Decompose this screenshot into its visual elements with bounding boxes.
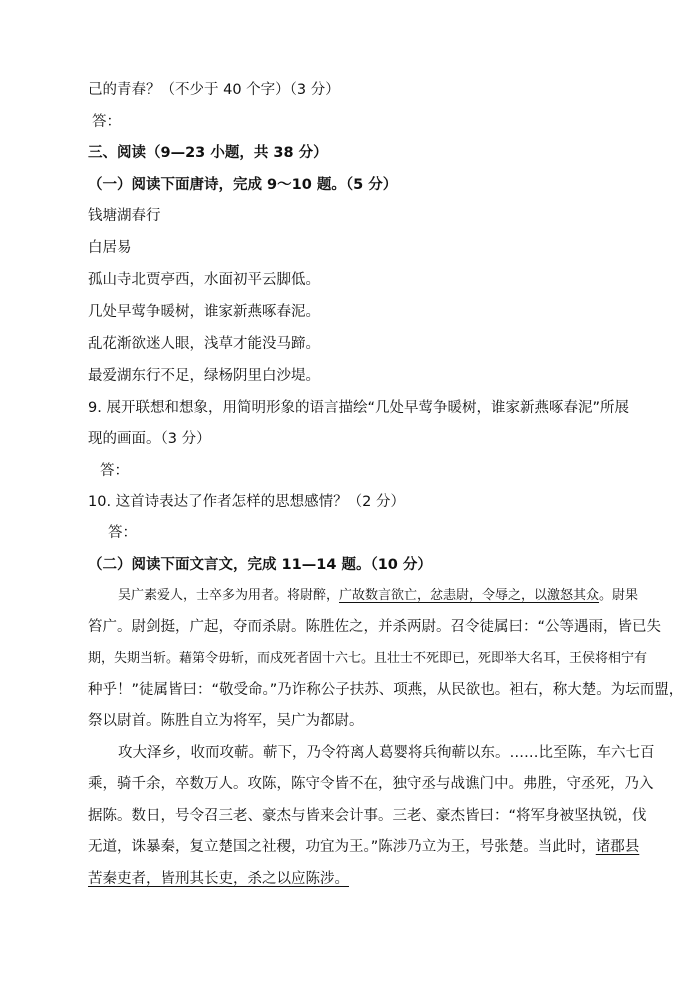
passage-line — [118, 586, 638, 606]
passage-text: 吴广素爱人，士卒多为用者。将尉醉， — [118, 588, 340, 603]
passage-line — [88, 837, 639, 857]
poem-author: 白居易 — [88, 240, 132, 256]
poem-line: 最爱湖东行不足，绿杨阴里白沙堤。 — [88, 368, 320, 384]
question-8-tail: 己的青春？（不少于 40 个字）（3 分） — [88, 82, 340, 98]
answer-label: 答： — [92, 114, 121, 130]
poem-line: 几处早莺争暖树，谁家新燕啄春泥。 — [88, 304, 320, 320]
passage-line: 祭以尉首。陈胜自立为将军，吴广为都尉。 — [88, 713, 364, 729]
part-1-title: （一）阅读下面唐诗，完成 9～10 题。（5 分） — [88, 177, 398, 193]
passage-text: 。尉果 — [599, 588, 639, 603]
underlined-sentence: 广故数言欲亡，忿恚尉，令辱之，以激怒其众 — [339, 588, 600, 603]
part-2-title: （二）阅读下面文言文，完成 11—14 题。（10 分） — [88, 557, 432, 573]
question-10: 10. 这首诗表达了作者怎样的思想感情？（2 分） — [88, 494, 406, 510]
passage-line: 笞广。尉剑挺，广起，夺而杀尉。陈胜佐之，并杀两尉。召令徒属曰：“公等遇雨，皆已失 — [88, 619, 662, 635]
underlined-sentence: 苦秦吏者，皆刑其长吏，杀之以应陈涉。 — [88, 871, 349, 887]
passage-line: 据陈。数日，号令召三老、豪杰与皆来会计事。三老、豪杰皆曰：“将军身被坚执锐，伐 — [88, 808, 647, 824]
answer-label: 答： — [100, 463, 129, 479]
poem-line: 乱花渐欲迷人眼，浅草才能没马蹄。 — [88, 336, 320, 352]
passage-text: 无道，诛暴秦，复立楚国之社稷，功宜为王。”陈涉乃立为王，号张楚。当此时， — [88, 839, 596, 855]
question-9-line-1: 9. 展开联想和想象，用简明形象的语言描绘“几处早莺争暖树，谁家新燕啄春泥”所展 — [88, 400, 629, 416]
poem-title: 钱塘湖春行 — [88, 208, 161, 224]
underlined-sentence: 诸郡县 — [595, 839, 640, 855]
passage-line: 种乎！”徒属皆曰：“敬受命。”乃诈称公子扶苏、项燕，从民欲也。袒右，称大楚。为坛而盟， — [88, 682, 684, 698]
question-9-line-2: 现的画面。（3 分） — [88, 431, 211, 447]
poem-line: 孤山寺北贾亭西，水面初平云脚低。 — [88, 272, 320, 288]
section-3-title: 三、阅读（9—23 小题，共 38 分） — [88, 145, 328, 161]
passage-line: 攻大泽乡，收而攻蕲。蕲下，乃令符离人葛婴将兵徇蕲以东。……比至陈，车六七百 — [118, 745, 655, 761]
passage-line: 乘，骑千余，卒数万人。攻陈，陈守令皆不在，独守丞与战谯门中。弗胜，守丞死，乃入 — [88, 776, 654, 792]
passage-line: 期，失期当斩。藉第令毋斩，而戍死者固十六七。且壮士不死即已，死即举大名耳，王侯将相宁有 — [88, 651, 648, 666]
answer-label: 答： — [108, 525, 137, 541]
